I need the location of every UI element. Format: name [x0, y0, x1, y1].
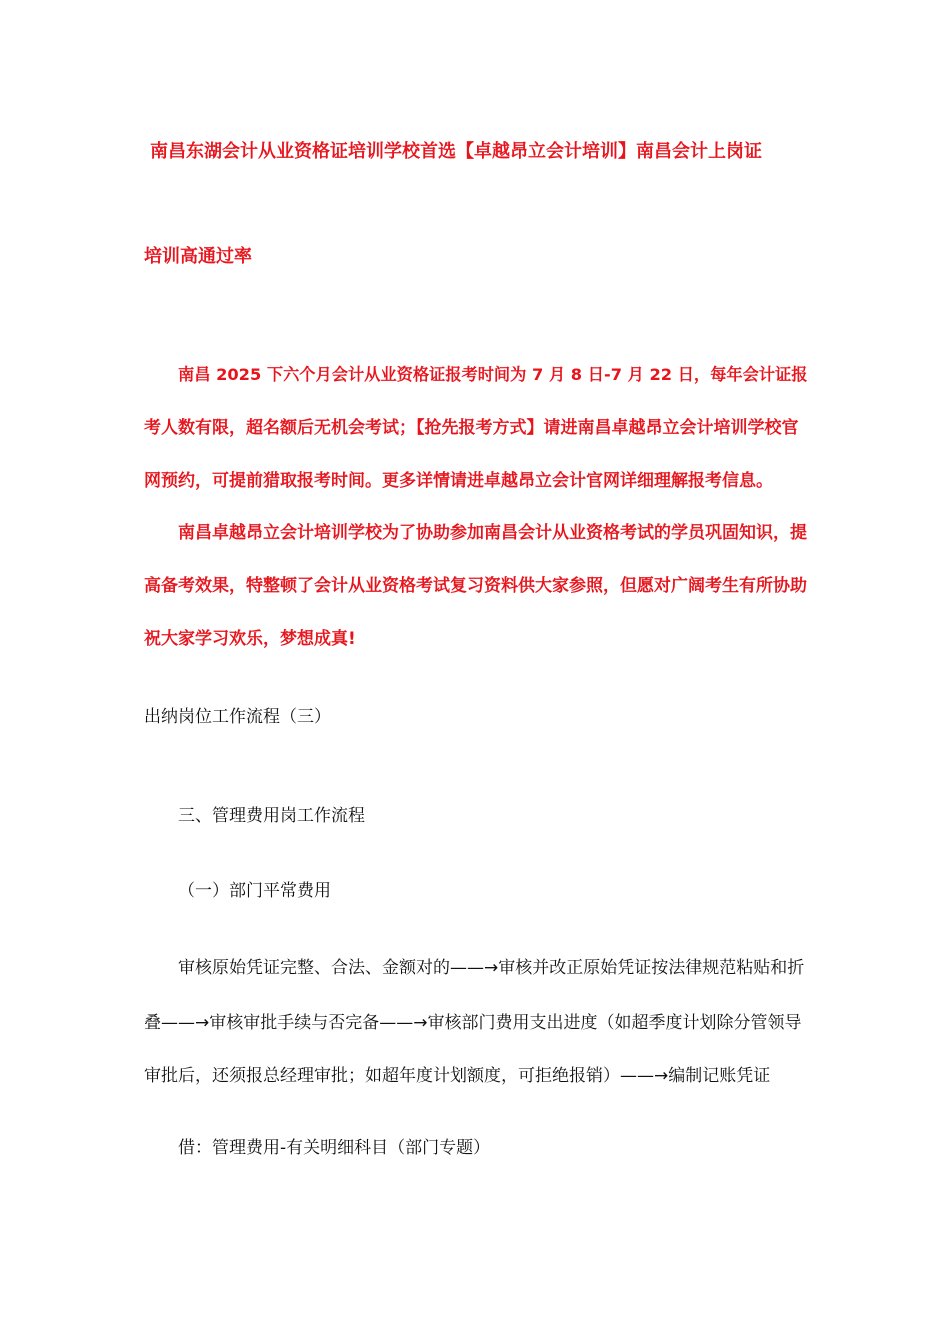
subsection-heading: 三、管理费用岗工作流程 — [178, 806, 365, 826]
title-line-1: 南昌东湖会计从业资格证培训学校首选【卓越昂立会计培训】南昌会计上岗证 — [150, 141, 762, 162]
intro-paragraph-1-line-3: 网预约，可提前猎取报考时间。更多详情请进卓越昂立会计官网详细理解报考信息。 — [144, 471, 773, 491]
intro-paragraph-1-line-1: 南昌 2025 下六个月会计从业资格证报考时间为 7 月 8 日-7 月 22 日，每年会计证报 — [178, 365, 808, 384]
item-heading: （一）部门平常费用 — [178, 881, 331, 901]
intro-paragraph-2-line-3: 祝大家学习欢乐，梦想成真! — [144, 629, 356, 649]
title-line-2: 培训高通过率 — [144, 246, 252, 267]
intro-paragraph-2-line-1: 南昌卓越昂立会计培训学校为了协助参加南昌会计从业资格考试的学员巩固知识，提 — [178, 523, 807, 543]
intro-paragraph-2-line-2: 高备考效果，特整顿了会计从业资格考试复习资料供大家参照，但愿对广阔考生有所协助 — [144, 576, 807, 596]
flow-line-1: 审核原始凭证完整、合法、金额对的——→审核并改正原始凭证按法律规范粘贴和折 — [178, 958, 805, 978]
entry-line: 借：管理费用-有关明细科目（部门专题） — [178, 1138, 491, 1158]
flow-line-3: 审批后，还须报总经理审批；如超年度计划额度，可拒绝报销）——→编制记账凭证 — [144, 1066, 771, 1086]
flow-line-2: 叠——→审核审批手续与否完备——→审核部门费用支出进度（如超季度计划除分管领导 — [144, 1013, 802, 1033]
intro-paragraph-1-line-2: 考人数有限，超名额后无机会考试；【抢先报考方式】请进南昌卓越昂立会计培训学校官 — [144, 418, 799, 438]
section-title: 出纳岗位工作流程（三） — [144, 707, 331, 727]
